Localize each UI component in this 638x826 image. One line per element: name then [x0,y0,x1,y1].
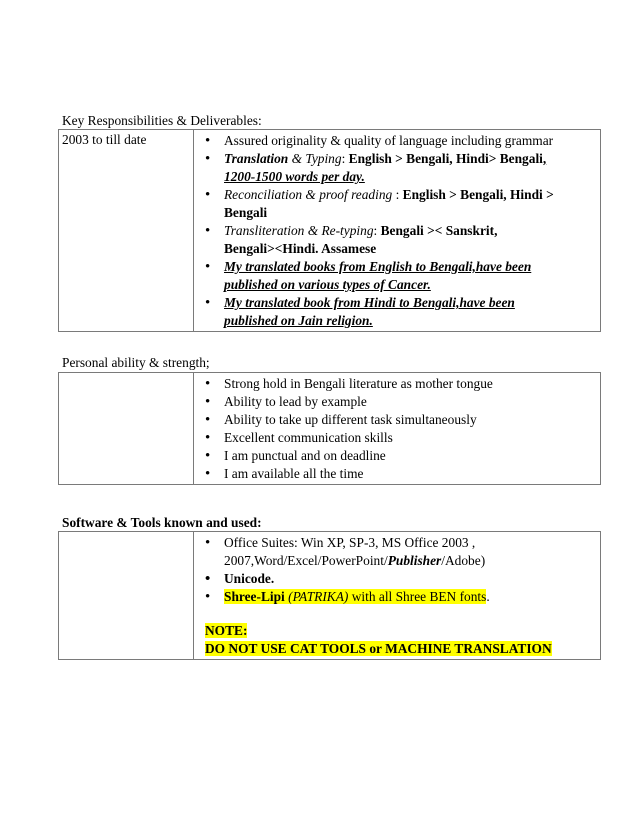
list-item: • Assured originality & quality of language including grammar [194,132,594,150]
list-item: • Translation & Typing: English > Bengali, Hindi> Bengali, 1200-1500 words per day. [194,150,594,186]
abilities-table [58,372,601,485]
abilities-list-cell [194,373,601,485]
list-item: • Transliteration & Re-typing: Bengali >< Sanskrit, Bengali><Hindi. Assamese [194,222,594,258]
list-item: • Ability to lead by example [194,393,594,411]
list-item: • Ability to take up different task simultaneously [194,411,594,429]
list-item: • I am available all the time [194,465,594,483]
list-item: • Unicode. [194,570,594,588]
note-block: NOTE: DO NOT USE CAT TOOLS or MACHINE TRANSLATION [205,623,552,656]
abilities-empty-cell [59,373,194,485]
list-item: • Excellent communication skills [194,429,594,447]
software-list-cell [194,532,601,660]
list-item: • Reconciliation & proof reading : English > Bengali, Hindi > Bengali [194,186,594,222]
software-table [58,531,601,660]
section-title-software: Software & Tools known and used: [62,515,262,530]
section-title-responsibilities: Key Responsibilities & Deliverables: [62,113,262,128]
responsibilities-list [194,132,594,330]
responsibilities-list-cell [194,130,601,332]
software-list [194,534,594,606]
list-item: • I am punctual and on deadline [194,447,594,465]
responsibilities-table [58,129,601,332]
list-item: • My translated book from Hindi to Bengali,have been published on Jain religion. [194,294,594,330]
list-item: • Strong hold in Bengali literature as mother tongue [194,375,594,393]
list-item: • My translated books from English to Bengali,have been published on various types of Cancer. [194,258,594,294]
abilities-list [194,375,594,483]
software-empty-cell [59,532,194,660]
list-item: • Office Suites: Win XP, SP-3, MS Office 2003 , 2007,Word/Excel/PowerPoint/Publisher/Adobe) [194,534,594,570]
list-item: • Shree-Lipi (PATRIKA) with all Shree BEN fonts. [194,588,594,606]
section-title-abilities: Personal ability & strength; [62,355,210,370]
period-cell: 2003 to till date [59,130,194,332]
